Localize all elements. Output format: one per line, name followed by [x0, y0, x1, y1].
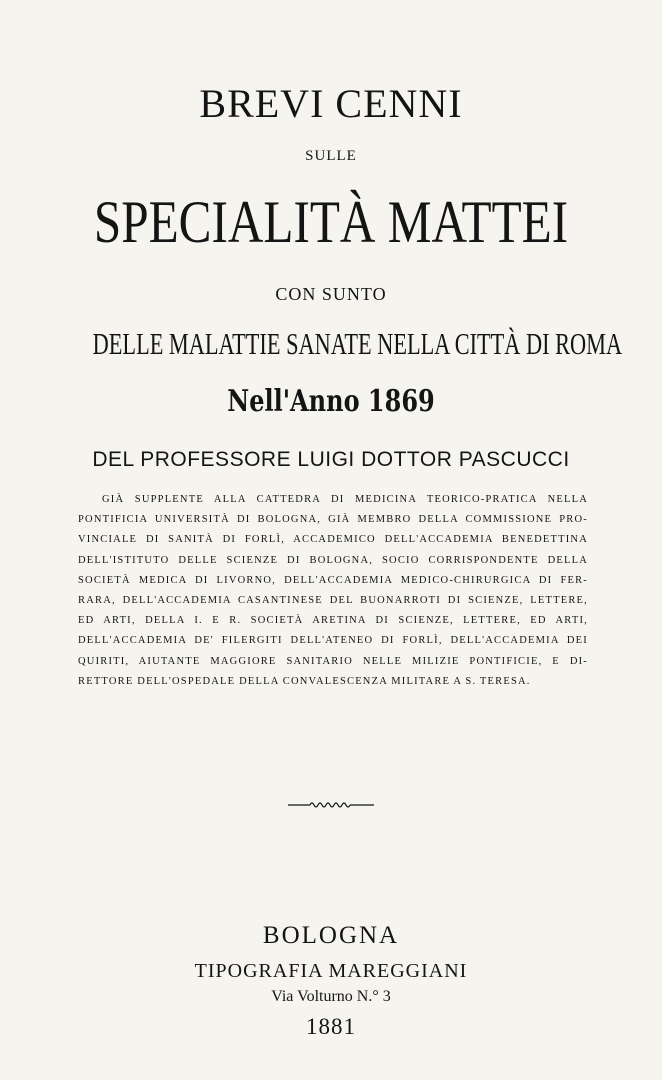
credentials-line: PONTIFICIA UNIVERSITÀ DI BOLOGNA, GIÀ MEMBRO DELLA COMMISSIONE PRO- — [78, 514, 588, 526]
imprint-printer: TIPOGRAFIA MAREGGIANI — [194, 960, 468, 982]
main-title: SPECIALITÀ MATTEI — [93, 189, 569, 255]
imprint-address: Via Volturno N.° 3 — [271, 988, 391, 1005]
credentials-line: DELL'ISTITUTO DELLE SCIENZE DI BOLOGNA, SOCIO CORRISPONDENTE DELLA — [78, 554, 588, 566]
imprint-year: 1881 — [306, 1014, 356, 1039]
author-credentials — [78, 490, 588, 692]
subtitle-malattie: DELLE MALATTIE SANATE NELLA CITTÀ DI ROMA — [92, 326, 623, 361]
credentials-line: DELL'ACCADEMIA DE' FILERGITI DELL'ATENEO DI FORLÌ, DELL'ACCADEMIA DEI — [78, 635, 588, 647]
credentials-line: QUIRITI, AIUTANTE MAGGIORE SANITARIO NELLE MILIZIE PONTIFICIE, E DI- — [78, 655, 588, 667]
credentials-line: ED ARTI, DELLA I. E R. SOCIETÀ ARETINA DI SCIENZE, LETTERE, ED ARTI, — [78, 615, 588, 627]
subtitle-con-sunto: CON SUNTO — [275, 284, 387, 304]
title-sulle: SULLE — [305, 148, 357, 164]
credentials-line: GIÀ SUPPLENTE ALLA CATTEDRA DI MEDICINA TEORICO-PRATICA NELLA — [102, 494, 588, 505]
credentials-line: VINCIALE DI SANITÀ DI FORLÌ, ACCADEMICO DELL'ACCADEMIA BENEDETTINA — [78, 534, 588, 546]
wavy-rule-ornament — [288, 800, 374, 810]
author-line: DEL PROFESSORE LUIGI DOTTOR PASCUCCI — [92, 448, 570, 471]
credentials-line: SOCIETÀ MEDICA DI LIVORNO, DELL'ACCADEMIA MEDICO-CHIRURGICA DI FER- — [78, 574, 588, 586]
imprint-city: BOLOGNA — [262, 922, 400, 949]
subtitle-year: Nell'Anno 1869 — [227, 384, 435, 419]
credentials-line: RETTORE DELL'OSPEDALE DELLA CONVALESCENZA MILITARE A S. TERESA. — [78, 675, 531, 687]
credentials-line: RARA, DELL'ACCADEMIA CASANTINESE DEL BUONARROTI DI SCIENZE, LETTERE, — [78, 595, 588, 607]
title-brevi-cenni: BREVI CENNI — [199, 81, 463, 126]
